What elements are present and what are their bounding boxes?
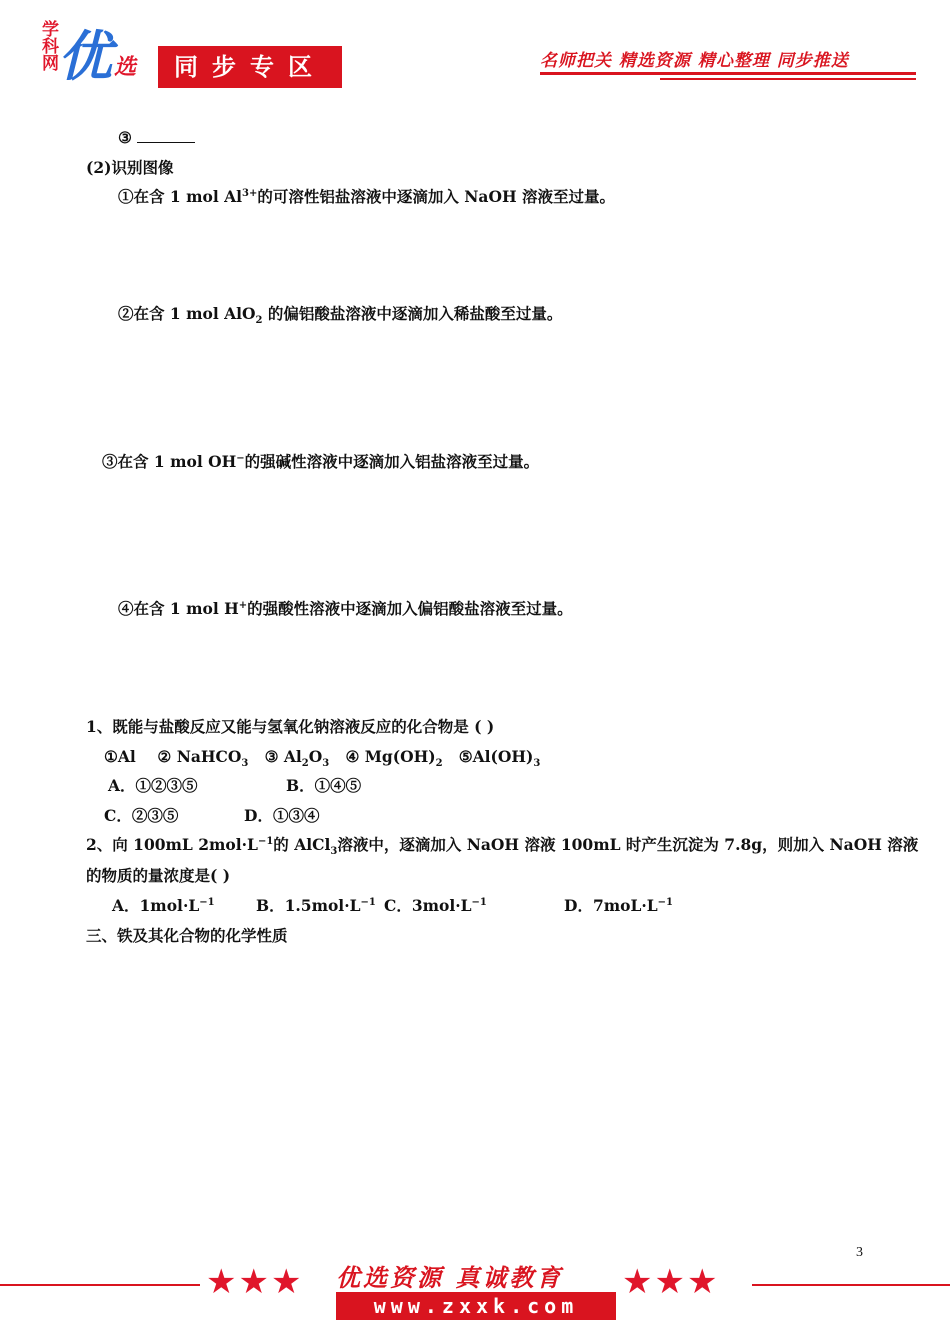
footer-url: www.zxxk.com [336, 1292, 616, 1320]
case-4-text [118, 599, 573, 619]
q2-choice-d: D．$7moL\cdot L^{-1}$ [564, 896, 674, 915]
q1-option-1: ①Al [104, 747, 136, 766]
logo-sub-glyph: 选 [114, 55, 137, 80]
q1-option-5: $⑤Al(OH)_3$ [458, 747, 541, 770]
question-1-options [104, 747, 541, 770]
q1-choice-a: A．①②③⑤ [108, 776, 198, 795]
fill-blank [137, 128, 195, 143]
case-2-text [118, 304, 563, 327]
header-rule-thick [540, 72, 916, 75]
logo-vertical-text: 学科网 [38, 20, 58, 71]
section-2-title: (2)识别图像 [86, 158, 174, 177]
q2-choice-b: B．$1.5mol\cdot L^{-1}$ [256, 896, 376, 915]
footer-stars-right-icon: ★★★ [622, 1262, 720, 1302]
case-4-sup: + [238, 599, 248, 611]
q2-choice-c: C．$3mol\cdot L^{-1}$ [384, 896, 487, 915]
case-4-pre: ④在含 1 mol H [118, 599, 239, 618]
q1-option-4: ④ $Mg(OH)_2$ [345, 747, 443, 770]
case-1-sup: 3+ [242, 187, 258, 199]
header-banner: 同步专区 [158, 46, 342, 88]
q2-choice-a: A．$1mol\cdot L^{-1}$ [112, 896, 215, 915]
section-3-title: 三、铁及其化合物的化学性质 [86, 926, 288, 945]
item-3-blank [118, 128, 195, 148]
q1-choice-c: C．②③⑤ [104, 806, 179, 825]
case-4-post: 的强酸性溶液中逐滴加入偏铝酸盐溶液至过量。 [247, 599, 573, 618]
case-3-text [102, 452, 539, 472]
question-1-stem: 1、既能与盐酸反应又能与氢氧化钠溶液反应的化合物是 ( ) [86, 717, 495, 736]
question-2-line-2: 的物质的量浓度是( ) [86, 866, 231, 885]
q1-choice-d: D．①③④ [244, 806, 320, 825]
case-3-post: 的强碱性溶液中逐滴加入铝盐溶液至过量。 [244, 452, 540, 471]
footer-rule-left [0, 1284, 200, 1286]
case-3-pre: ③在含 1 mol OH [102, 452, 237, 471]
footer-rule-right [752, 1284, 950, 1286]
footer-stars-left-icon: ★★★ [206, 1262, 304, 1302]
item-3-label: ③ [118, 128, 132, 147]
q1-option-2: ② NaHCO$_3$ [157, 747, 249, 770]
q1-option-3: ③ $Al_2O_3$ [264, 747, 330, 770]
case-2-sub: 2 [255, 315, 263, 327]
logo-main-glyph: 优 [58, 25, 108, 88]
question-2-line-1: 2、向 100mL $2mol\cdot L^{-1}$的 AlCl$_3$溶液中，逐滴加入 NaOH 溶液 100mL 时产生沉淀为 7.8g，则加入 NaOH 溶液 [86, 835, 919, 858]
case-2-post: 的偏铝酸盐溶液中逐滴加入稀盐酸至过量。 [262, 304, 563, 323]
footer-slogan: 优选资源 真诚教育 [336, 1264, 564, 1292]
case-1-text [118, 187, 615, 207]
header-slogan: 名师把关 精选资源 精心整理 同步推送 [540, 51, 849, 71]
header-rule-thin [660, 78, 916, 80]
case-1-pre: ①在含 1 mol Al [118, 187, 243, 206]
case-2-pre: ②在含 1 mol AlO [118, 304, 256, 323]
q1-choice-b: B．①④⑤ [286, 776, 362, 795]
page-number: 3 [856, 1245, 863, 1260]
case-3-sup: − [236, 452, 245, 464]
case-1-post: 的可溶性铝盐溶液中逐滴加入 NaOH 溶液至过量。 [257, 187, 616, 206]
